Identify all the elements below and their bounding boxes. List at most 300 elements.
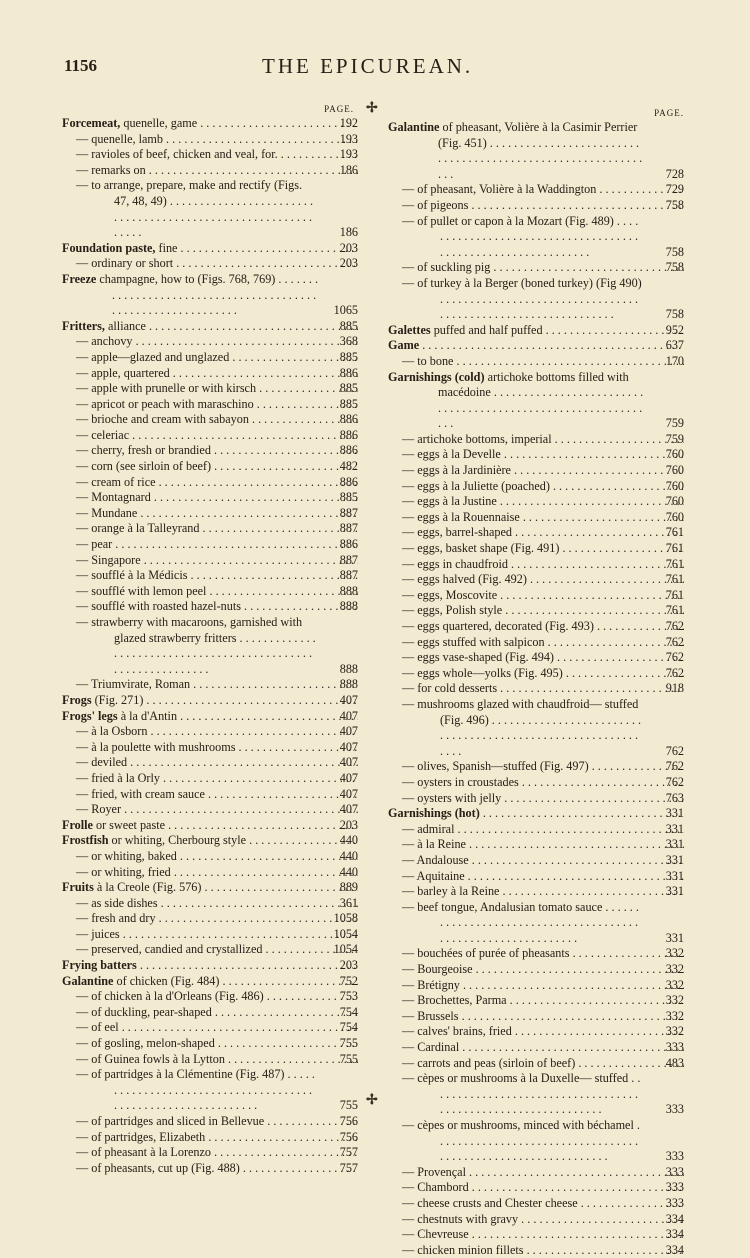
index-subentry <box>388 1118 684 1165</box>
entry-description: — olives, Spanish—stuffed (Fig. 497) <box>402 759 589 774</box>
entry-description: — of Guinea fowls à la Lytton <box>76 1051 225 1066</box>
entry-headword: Galantine <box>62 973 114 988</box>
entry-page-number: 331 <box>665 852 684 867</box>
entry-text <box>62 1005 358 1021</box>
index-subentry <box>388 510 684 526</box>
entry-description: — soufflé with roasted hazel-nuts <box>76 599 241 614</box>
index-subentry <box>62 521 358 537</box>
index-subentry <box>62 350 358 366</box>
entry-description: — preserved, candied and crystallized <box>76 942 263 957</box>
entry-page-number: 758 <box>665 244 684 259</box>
entry-page-number: 952 <box>665 322 684 337</box>
entry-page-number: 918 <box>665 681 684 696</box>
entry-description: — anchovy <box>76 334 133 349</box>
entry-page-number: 762 <box>665 759 684 774</box>
entry-page-number: 331 <box>665 837 684 852</box>
entry-text <box>388 198 684 214</box>
entry-text <box>62 256 358 272</box>
entry-page-number: 193 <box>339 131 358 146</box>
index-subentry <box>388 1024 684 1040</box>
entry-description: — for cold desserts <box>402 681 498 696</box>
entry-page-number: 407 <box>339 786 358 801</box>
entry-page-number: 886 <box>339 412 358 427</box>
entry-text <box>62 272 358 319</box>
index-subentry <box>62 334 358 350</box>
index-subentry <box>62 1130 358 1146</box>
entry-description: — Chambord <box>402 1180 469 1195</box>
entry-description: — of pheasants, cut up (Fig. 488) <box>76 1160 240 1175</box>
index-subentry <box>62 755 358 771</box>
entry-page-number: 888 <box>339 661 358 676</box>
entry-description: — mushrooms glazed with chaudfroid— stuffed (Fig. 496) <box>402 696 639 727</box>
entry-description: puffed and half puffed <box>433 322 543 337</box>
entry-page-number: 331 <box>665 930 684 945</box>
entry-page-number: 888 <box>339 583 358 598</box>
entry-text <box>62 927 358 943</box>
entry-text <box>62 1130 358 1146</box>
entry-page-number: 756 <box>339 1129 358 1144</box>
index-subentry <box>62 381 358 397</box>
entry-page-number: 333 <box>665 1102 684 1117</box>
index-subentry <box>62 1020 358 1036</box>
entry-description: — strawberry with macaroons, garnished with glazed strawberry fritters <box>76 615 303 645</box>
entry-page-number: 1054 <box>333 926 358 941</box>
index-subentry <box>388 182 684 198</box>
entry-text <box>388 603 684 619</box>
entry-text <box>388 463 684 479</box>
index-subentry <box>388 619 684 635</box>
index-subentry <box>388 946 684 962</box>
entry-description: quenelle, game <box>123 116 198 130</box>
entry-page-number: 332 <box>665 1024 684 1039</box>
entry-description: — of eel <box>76 1020 119 1035</box>
entry-description: — eggs, basket shape (Fig. 491) <box>402 541 560 556</box>
entry-description: — chicken minion fillets <box>402 1242 524 1257</box>
entry-description: — à la Reine <box>402 837 466 852</box>
entry-page-number: 756 <box>339 1114 358 1128</box>
entry-text <box>62 1052 358 1068</box>
entry-text <box>62 381 358 397</box>
entry-page-number: 331 <box>665 884 684 899</box>
entry-text <box>388 978 684 994</box>
entry-description: — of turkey à la Berger (boned turkey) (Fig 490) <box>402 275 642 290</box>
entry-page-number: 754 <box>339 1020 358 1035</box>
index-subentry <box>388 276 684 323</box>
entry-page-number: 887 <box>339 521 358 536</box>
entry-headword: Garnishings (cold) <box>388 369 485 384</box>
entry-description: — bouchées of purée of pheasants <box>402 946 570 961</box>
entry-text <box>388 884 684 900</box>
index-subentry <box>388 525 684 541</box>
entry-description: — barley à la Reine <box>402 884 500 899</box>
index-subentry <box>62 428 358 444</box>
entry-description: — soufflé with lemon peel <box>76 583 207 598</box>
index-subentry <box>62 475 358 491</box>
index-heading-entry <box>62 818 358 834</box>
index-subentry <box>388 198 684 214</box>
entry-description: — à la poulette with mushrooms <box>76 739 236 754</box>
entry-text <box>388 635 684 651</box>
entry-page-number: 334 <box>665 1242 684 1257</box>
entry-description: — of suckling pig <box>402 260 491 275</box>
entry-page-number: 407 <box>339 708 358 723</box>
entry-text <box>62 397 358 413</box>
entry-description: of pheasant, Volière à la Casimir Perrier (Fig. 451) <box>438 120 638 150</box>
entry-page-number: 763 <box>665 790 684 805</box>
entry-headword: Game <box>388 338 420 353</box>
entry-text <box>62 942 358 958</box>
index-heading-entry <box>388 370 684 432</box>
entry-page-number: 762 <box>665 619 684 633</box>
index-subentry <box>388 1071 684 1118</box>
entry-page-number: 886 <box>339 427 358 442</box>
index-heading-entry <box>62 319 358 335</box>
index-subentry <box>388 494 684 510</box>
index-subentry <box>62 1052 358 1068</box>
index-subentry <box>388 1040 684 1056</box>
index-subentry <box>388 759 684 775</box>
entry-page-number: 889 <box>339 880 358 895</box>
entry-text <box>388 525 684 541</box>
entry-page-number: 407 <box>339 802 358 817</box>
entry-description: — Royer <box>76 802 122 817</box>
entry-description: — to bone <box>402 353 454 368</box>
entry-text <box>388 260 684 276</box>
index-subentry <box>388 837 684 853</box>
entry-text <box>62 833 358 849</box>
index-subentry <box>388 1009 684 1025</box>
entry-page-number: 888 <box>339 677 358 692</box>
entry-text <box>388 1196 684 1212</box>
entry-text <box>62 802 358 818</box>
entry-text <box>62 443 358 459</box>
page-header <box>0 56 750 80</box>
entry-text <box>62 350 358 366</box>
entry-description: — fried à la Orly <box>76 770 160 785</box>
index-subentry <box>388 588 684 604</box>
entry-text <box>388 822 684 838</box>
entry-text <box>62 771 358 787</box>
entry-description: — of pigeons <box>402 197 469 212</box>
column-heading-page: PAGE. <box>654 108 684 118</box>
entry-description: — ravioles of beef, chicken and veal, for. <box>76 147 278 162</box>
entry-text <box>388 120 684 182</box>
index-heading-entry <box>62 272 358 319</box>
entry-description: — soufflé à la Médicis <box>76 568 188 583</box>
index-subentry <box>62 537 358 553</box>
entry-description: — eggs vase-shaped (Fig. 494) <box>402 650 554 665</box>
entry-description: — or whiting, baked <box>76 848 177 863</box>
entry-text <box>62 553 358 569</box>
index-subentry <box>62 490 358 506</box>
entry-text <box>388 1040 684 1056</box>
index-heading-entry <box>388 806 684 822</box>
entry-description: — eggs quartered, decorated (Fig. 493) <box>402 619 594 633</box>
entry-text <box>62 116 358 132</box>
entry-headword: Galettes <box>388 322 431 337</box>
index-subentry <box>388 463 684 479</box>
entry-description: — eggs à la Rouennaise <box>402 509 520 524</box>
index-entry-list-left <box>62 116 358 1176</box>
entry-text <box>388 494 684 510</box>
entry-page-number: 333 <box>665 1149 684 1164</box>
entry-page-number: 331 <box>665 821 684 836</box>
entry-page-number: 762 <box>665 650 684 665</box>
entry-text <box>388 806 684 822</box>
index-subentry <box>62 553 358 569</box>
entry-headword: Frogs' legs <box>62 708 118 723</box>
entry-text <box>62 334 358 350</box>
entry-description: or whiting, Cherbourg style <box>111 833 247 848</box>
index-subentry <box>388 1180 684 1196</box>
entry-description: — eggs in chaudfroid <box>402 556 508 571</box>
index-heading-entry <box>62 880 358 896</box>
entry-page-number: 886 <box>339 537 358 552</box>
entry-page-number: 334 <box>665 1211 684 1226</box>
entry-page-number: 332 <box>665 962 684 977</box>
entry-page-number: 170 <box>665 353 684 368</box>
entry-text <box>62 787 358 803</box>
entry-headword: Frogs <box>62 692 92 707</box>
entry-page-number: 407 <box>339 755 358 770</box>
entry-text <box>388 759 684 775</box>
entry-page-number: 887 <box>339 552 358 567</box>
entry-text <box>388 946 684 962</box>
entry-text <box>388 323 684 339</box>
entry-description: — cèpes or mushrooms, minced with béchamel <box>402 1118 634 1132</box>
entry-text <box>388 791 684 807</box>
entry-page-number: 885 <box>339 349 358 364</box>
entry-description: — apple with prunelle or with kirsch <box>76 381 257 396</box>
entry-headword: Forcemeat, <box>62 116 121 130</box>
entry-text <box>62 818 358 834</box>
entry-text <box>388 338 684 354</box>
entry-page-number: 332 <box>665 977 684 992</box>
entry-page-number: 728 <box>665 166 684 181</box>
entry-text <box>62 506 358 522</box>
index-subentry <box>62 989 358 1005</box>
entry-page-number: 762 <box>665 743 684 758</box>
index-entry-list-right <box>388 120 684 1258</box>
entry-description: — Brétigny <box>402 977 460 992</box>
entry-text <box>62 568 358 584</box>
entry-description: — eggs, Moscovite <box>402 587 498 602</box>
index-subentry <box>62 412 358 428</box>
entry-page-number: 885 <box>339 490 358 505</box>
entry-page-number: 192 <box>339 116 358 130</box>
entry-text <box>62 1145 358 1161</box>
entry-description: — eggs à la Juliette (poached) <box>402 478 550 493</box>
index-subentry <box>388 1243 684 1258</box>
index-heading-entry <box>62 116 358 132</box>
entry-page-number: 440 <box>339 848 358 863</box>
entry-page-number: 753 <box>339 989 358 1004</box>
entry-page-number: 761 <box>665 572 684 587</box>
entry-page-number: 762 <box>665 634 684 649</box>
entry-page-number: 761 <box>665 587 684 602</box>
entry-description: — corn (see sirloin of beef) <box>76 459 212 474</box>
entry-page-number: 760 <box>665 463 684 478</box>
index-heading-entry <box>388 338 684 354</box>
entry-page-number: 888 <box>339 599 358 614</box>
entry-page-number: 760 <box>665 447 684 462</box>
entry-description: — celeriac <box>76 427 130 442</box>
index-subentry <box>62 740 358 756</box>
entry-page-number: 754 <box>339 1004 358 1019</box>
entry-text <box>62 740 358 756</box>
entry-headword: Fritters, <box>62 318 105 333</box>
entry-page-number: 332 <box>665 1008 684 1023</box>
entry-text <box>388 1024 684 1040</box>
entry-text <box>388 541 684 557</box>
entry-page-number: 886 <box>339 365 358 380</box>
entry-page-number: 886 <box>339 443 358 458</box>
entry-text <box>388 1180 684 1196</box>
entry-page-number: 758 <box>665 260 684 275</box>
entry-description: — Andalouse <box>402 852 469 867</box>
column-heading-page: PAGE. <box>324 104 354 114</box>
entry-page-number: 1054 <box>333 942 358 957</box>
entry-text <box>62 911 358 927</box>
entry-text <box>388 666 684 682</box>
entry-description: — carrots and peas (sirloin of beef) <box>402 1055 576 1070</box>
index-subentry <box>388 1056 684 1072</box>
index-subentry <box>388 791 684 807</box>
index-subentry <box>388 822 684 838</box>
entry-text <box>388 1056 684 1072</box>
entry-text <box>388 182 684 198</box>
entry-page-number: 193 <box>339 147 358 162</box>
entry-text <box>388 1212 684 1228</box>
column-divider-ornament-top: ✢ <box>366 101 378 116</box>
entry-text <box>388 370 684 432</box>
entry-description: — juices <box>76 926 120 941</box>
entry-page-number: 368 <box>339 334 358 349</box>
entry-text <box>388 214 684 261</box>
index-subentry <box>388 635 684 651</box>
entry-page-number: 333 <box>665 1164 684 1179</box>
entry-page-number: 757 <box>339 1160 358 1175</box>
entry-page-number: 333 <box>665 1180 684 1195</box>
index-subentry <box>62 163 358 179</box>
entry-text <box>388 900 684 947</box>
entry-page-number: 637 <box>665 338 684 353</box>
entry-page-number: 887 <box>339 505 358 520</box>
index-column-right <box>388 102 684 1258</box>
index-subentry <box>62 911 358 927</box>
index-subentry <box>62 1067 358 1114</box>
entry-text <box>388 681 684 697</box>
entry-text <box>388 572 684 588</box>
entry-description: — eggs à la Jardinière <box>402 463 511 478</box>
entry-text <box>388 962 684 978</box>
entry-page-number: 761 <box>665 556 684 571</box>
index-heading-entry <box>62 833 358 849</box>
entry-description: — of chicken à la d'Orleans (Fig. 486) <box>76 989 264 1004</box>
entry-page-number: 759 <box>665 416 684 431</box>
page-number: 1156 <box>64 56 98 75</box>
index-subentry <box>388 993 684 1009</box>
index-subentry <box>62 599 358 615</box>
entry-page-number: 203 <box>339 958 358 973</box>
entry-text <box>388 276 684 323</box>
entry-description: — apricot or peach with maraschino <box>76 396 254 411</box>
entry-text <box>388 432 684 448</box>
entry-page-number: 757 <box>339 1145 358 1160</box>
entry-text <box>62 241 358 257</box>
entry-text <box>62 865 358 881</box>
index-subentry <box>388 869 684 885</box>
index-subentry <box>62 849 358 865</box>
entry-description: — eggs halved (Fig. 492) <box>402 572 527 587</box>
entry-description: — of pullet or capon à la Mozart (Fig. 489) <box>402 213 614 228</box>
entry-description: — ordinary or short <box>76 256 174 271</box>
entry-text <box>388 697 684 759</box>
index-subentry <box>62 1161 358 1177</box>
entry-description: alliance <box>108 318 146 333</box>
entry-page-number: 332 <box>665 993 684 1008</box>
entry-text <box>388 557 684 573</box>
entry-page-number: 761 <box>665 603 684 618</box>
index-subentry <box>62 802 358 818</box>
entry-description: — eggs, barrel-shaped <box>402 525 512 540</box>
index-heading-entry <box>62 241 358 257</box>
entry-description: or sweet paste <box>95 817 166 832</box>
entry-page-number: 887 <box>339 568 358 583</box>
index-column-left <box>62 102 358 1176</box>
entry-headword: Foundation paste, <box>62 240 156 255</box>
entry-text <box>388 1009 684 1025</box>
entry-headword: Galantine <box>388 120 440 134</box>
entry-text <box>62 880 358 896</box>
index-subentry <box>388 260 684 276</box>
index-subentry <box>62 724 358 740</box>
entry-page-number: 331 <box>665 868 684 883</box>
entry-text <box>62 677 358 693</box>
entry-page-number: 407 <box>339 739 358 754</box>
entry-text <box>62 1114 358 1130</box>
entry-description: — as side dishes <box>76 895 158 910</box>
entry-text <box>62 428 358 444</box>
index-subentry <box>388 650 684 666</box>
entry-text <box>62 319 358 335</box>
entry-page-number: 483 <box>665 1055 684 1070</box>
entry-text <box>62 709 358 725</box>
index-subentry <box>388 697 684 759</box>
index-subentry <box>62 787 358 803</box>
index-subentry <box>62 397 358 413</box>
entry-description: — artichoke bottoms, imperial <box>402 431 552 446</box>
entry-text <box>62 724 358 740</box>
index-subentry <box>62 584 358 600</box>
index-subentry <box>62 568 358 584</box>
index-heading-entry <box>62 974 358 990</box>
entry-text <box>62 366 358 382</box>
index-subentry <box>62 459 358 475</box>
entry-headword: Freeze <box>62 271 97 286</box>
entry-text <box>62 132 358 148</box>
entry-page-number: 758 <box>665 307 684 322</box>
entry-description: of chicken (Fig. 484) <box>116 973 220 988</box>
entry-description: — calves' brains, fried <box>402 1024 512 1039</box>
entry-description: — eggs à la Justine <box>402 494 497 509</box>
index-subentry <box>62 896 358 912</box>
entry-text <box>388 775 684 791</box>
index-subentry <box>62 256 358 272</box>
index-subentry <box>388 1212 684 1228</box>
entry-description: — cèpes or mushrooms à la Duxelle— stuffed <box>402 1071 629 1086</box>
entry-text <box>388 619 684 635</box>
